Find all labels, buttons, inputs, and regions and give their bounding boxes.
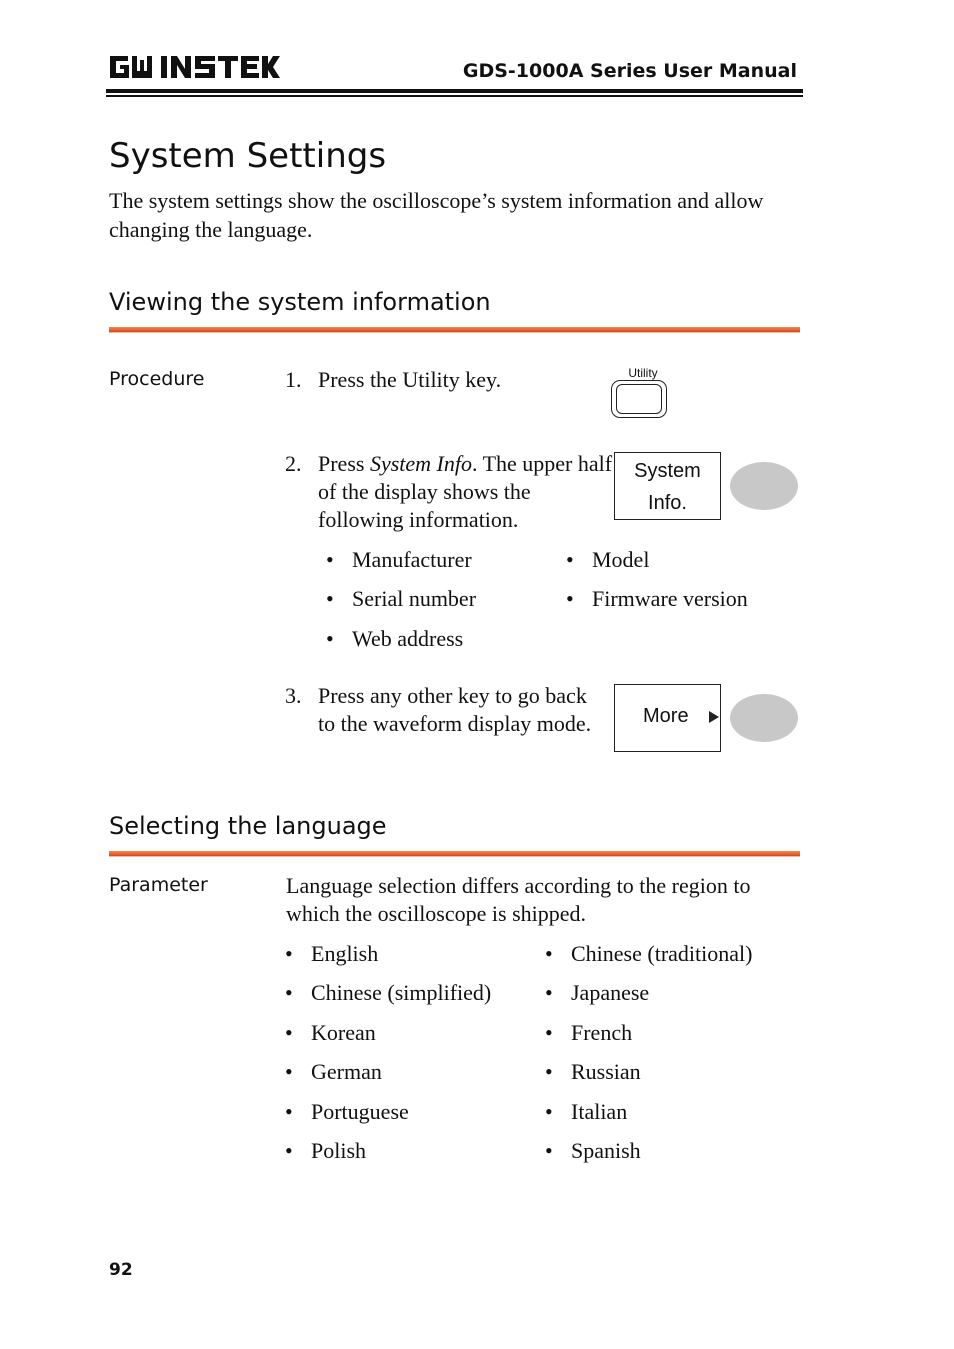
- section-title-system-info: Viewing the system information: [109, 288, 491, 316]
- step-text: Press the Utility key.: [318, 367, 502, 392]
- page-title: System Settings: [109, 136, 387, 176]
- list-item-text: Web address: [352, 626, 464, 651]
- list-item: [545, 1019, 632, 1047]
- more-softkey-button[interactable]: [730, 694, 798, 742]
- gw-instek-logo: [108, 52, 280, 87]
- system-info-term: System Info: [369, 451, 472, 476]
- softkey-line: System: [634, 460, 701, 482]
- list-item-text: Model: [592, 547, 650, 572]
- bullet-dot: •: [545, 1138, 553, 1163]
- list-item: [326, 625, 463, 653]
- more-softkey-label: [614, 684, 721, 752]
- bullet-dot: •: [285, 1099, 293, 1124]
- list-item-text: Serial number: [352, 586, 477, 611]
- bullet-dot: •: [545, 1020, 553, 1045]
- system-info-softkey-label: [614, 452, 721, 520]
- parameter-description: Language selection differs according to the region to which the oscilloscope is shipped.: [286, 873, 751, 926]
- list-item-text: English: [311, 941, 379, 966]
- list-item-text: French: [571, 1020, 633, 1045]
- intro-paragraph: The system settings show the oscilloscope’s system information and allow changing the language.: [109, 188, 764, 242]
- bullet-dot: •: [545, 941, 553, 966]
- list-item: [285, 1098, 409, 1126]
- step-text-after: . The upper half of the display shows the following information.: [318, 451, 613, 532]
- softkey-line: Info.: [648, 492, 687, 514]
- header-rule-thick: [106, 89, 803, 93]
- list-item-text: Portuguese: [311, 1099, 409, 1124]
- list-item-text: Japanese: [571, 980, 650, 1005]
- list-item: [326, 585, 476, 613]
- list-item: [545, 940, 752, 968]
- list-item-text: Polish: [311, 1138, 367, 1163]
- step-text: [318, 450, 618, 534]
- list-item-text: Manufacturer: [352, 547, 472, 572]
- bullet-dot: •: [566, 547, 574, 572]
- bullet-dot: •: [326, 586, 334, 611]
- list-item-text: Chinese (traditional): [571, 941, 753, 966]
- arrow-right-icon: [709, 711, 719, 723]
- bullet-dot: •: [285, 941, 293, 966]
- list-item-text: Firmware version: [592, 586, 748, 611]
- step-text-before: Press: [318, 451, 370, 476]
- list-item: [285, 979, 491, 1007]
- list-item: [545, 1058, 641, 1086]
- bullet-dot: •: [285, 1020, 293, 1045]
- bullet-dot: •: [545, 1059, 553, 1084]
- list-item: [566, 546, 649, 574]
- list-item: [285, 1137, 366, 1165]
- list-item: [285, 940, 378, 968]
- list-item-text: Italian: [571, 1099, 628, 1124]
- procedure-label: Procedure: [109, 368, 205, 390]
- section-title-language: Selecting the language: [109, 812, 387, 840]
- bullet-dot: •: [566, 586, 574, 611]
- step-3: [285, 682, 615, 772]
- step-text: Press any other key to go back to the waveform display mode.: [318, 683, 592, 736]
- bullet-dot: •: [326, 547, 334, 572]
- manual-title: GDS-1000A Series User Manual: [462, 60, 797, 82]
- page-number: 92: [109, 1260, 133, 1280]
- list-item: [545, 979, 649, 1007]
- utility-key[interactable]: [611, 380, 667, 418]
- bullet-dot: •: [326, 626, 334, 651]
- list-item-text: Korean: [311, 1020, 376, 1045]
- step-2: [285, 450, 615, 540]
- section-rule: [109, 327, 800, 333]
- more-label: More: [643, 705, 689, 727]
- header-rule-thin: [106, 95, 803, 97]
- gw-instek-logo-mark: [108, 52, 280, 82]
- list-item-text: German: [311, 1059, 382, 1084]
- step-number: 1.: [285, 367, 302, 392]
- list-item-text: Russian: [571, 1059, 641, 1084]
- bullet-dot: •: [545, 980, 553, 1005]
- parameter-label: Parameter: [109, 874, 208, 896]
- list-item-text: Spanish: [571, 1138, 641, 1163]
- utility-key-label: Utility: [628, 366, 658, 380]
- list-item: [545, 1137, 641, 1165]
- system-info-softkey-button[interactable]: [730, 462, 798, 510]
- bullet-dot: •: [285, 1138, 293, 1163]
- list-item: [566, 585, 748, 613]
- step-number: 2.: [285, 451, 302, 476]
- list-item: [285, 1019, 376, 1047]
- bullet-dot: •: [285, 980, 293, 1005]
- section-rule: [109, 851, 800, 857]
- list-item: [545, 1098, 627, 1126]
- step-1: [285, 366, 585, 396]
- bullet-dot: •: [285, 1059, 293, 1084]
- bullet-dot: •: [545, 1099, 553, 1124]
- list-item: [285, 1058, 382, 1086]
- list-item: [326, 546, 472, 574]
- list-item-text: Chinese (simplified): [311, 980, 492, 1005]
- step-number: 3.: [285, 683, 302, 708]
- utility-key-face: [616, 384, 662, 414]
